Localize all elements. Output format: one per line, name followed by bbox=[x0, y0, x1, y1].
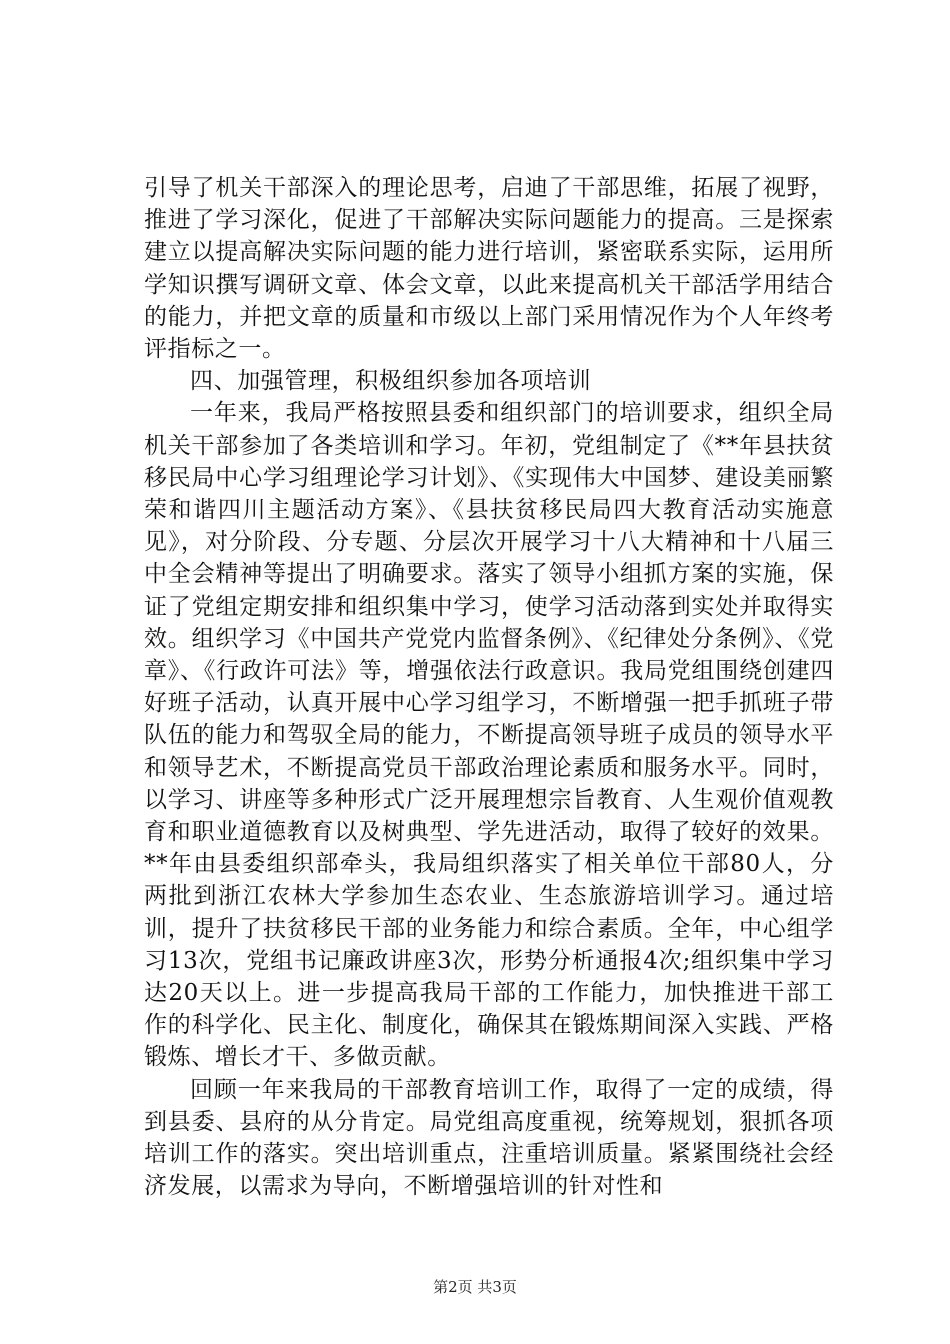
paragraph-3: 一年来，我局严格按照县委和组织部门的培训要求，组织全局机关干部参加了各类培训和学习。年初，党组制定了《**年县扶贫移民局中心学习组理论学习计划》、《实现伟大中国梦、建设美丽繁荣和谐四川主题活动方案》、《县扶贫移民局四大教育活动实施意见》，对分阶段、分专题、分层次开展学习十八大精神和十八届三中全会精神等提出了明确要求。落实了领导小组抓方案的实施，保证了党组定期安排和组织集中学习，使学习活动落到实处并取得实效。组织学习《中国共产党党内监督条例》、《纪律处分条例》、《党章》、《行政许可法》等，增强依法行政意识。我局党组围绕创建四好班子活动，认真开展中心学习组学习，不断增强一把手抓班子带队伍的能力和驾驭全局的能力，不断提高领导班子成员的领导水平和领导艺术，不断提高党员干部政治理论素质和服务水平。同时，以学习、讲座等多种形式广泛开展理想宗旨教育、人生观价值观教育和职业道德教育以及树典型、学先进活动，取得了较好的效果。**年由县委组织部牵头，我局组织落实了相关单位干部80人，分两批到浙江农林大学参加生态农业、生态旅游培训学习。通过培训，提升了扶贫移民干部的业务能力和综合素质。全年，中心组学习13次，党组书记廉政讲座3次，形势分析通报4次;组织集中学习达20天以上。进一步提高我局干部的工作能力，加快推进干部工作的科学化、民主化、制度化，确保其在锻炼期间深入实践、严格锻炼、增长才干、多做贡献。 bbox=[144, 400, 834, 1071]
page-number-footer: 第2页 共3页 bbox=[433, 1278, 517, 1296]
paragraph-4: 回顾一年来我局的干部教育培训工作，取得了一定的成绩，得到县委、县府的从分肯定。局党组高度重视，统筹规划，狠抓各项培训工作的落实。突出培训重点，注重培训质量。紧紧围绕社会经济发展，以需求为导向，不断增强培训的针对性和 bbox=[144, 1076, 834, 1200]
document-body bbox=[144, 172, 834, 1203]
section-heading-4: 四、加强管理，积极组织参加各项培训 bbox=[190, 368, 592, 395]
paragraph-1: 引导了机关干部深入的理论思考，启迪了干部思维，拓展了视野，推进了学习深化，促进了干部解决实际问题能力的提高。三是探索建立以提高解决实际问题的能力进行培训，紧密联系实际，运用所学知识撰写调研文章、体会文章，以此来提高机关干部活学用结合的能力，并把文章的质量和市级以上部门采用情况作为个人年终考评指标之一。 bbox=[144, 175, 834, 363]
